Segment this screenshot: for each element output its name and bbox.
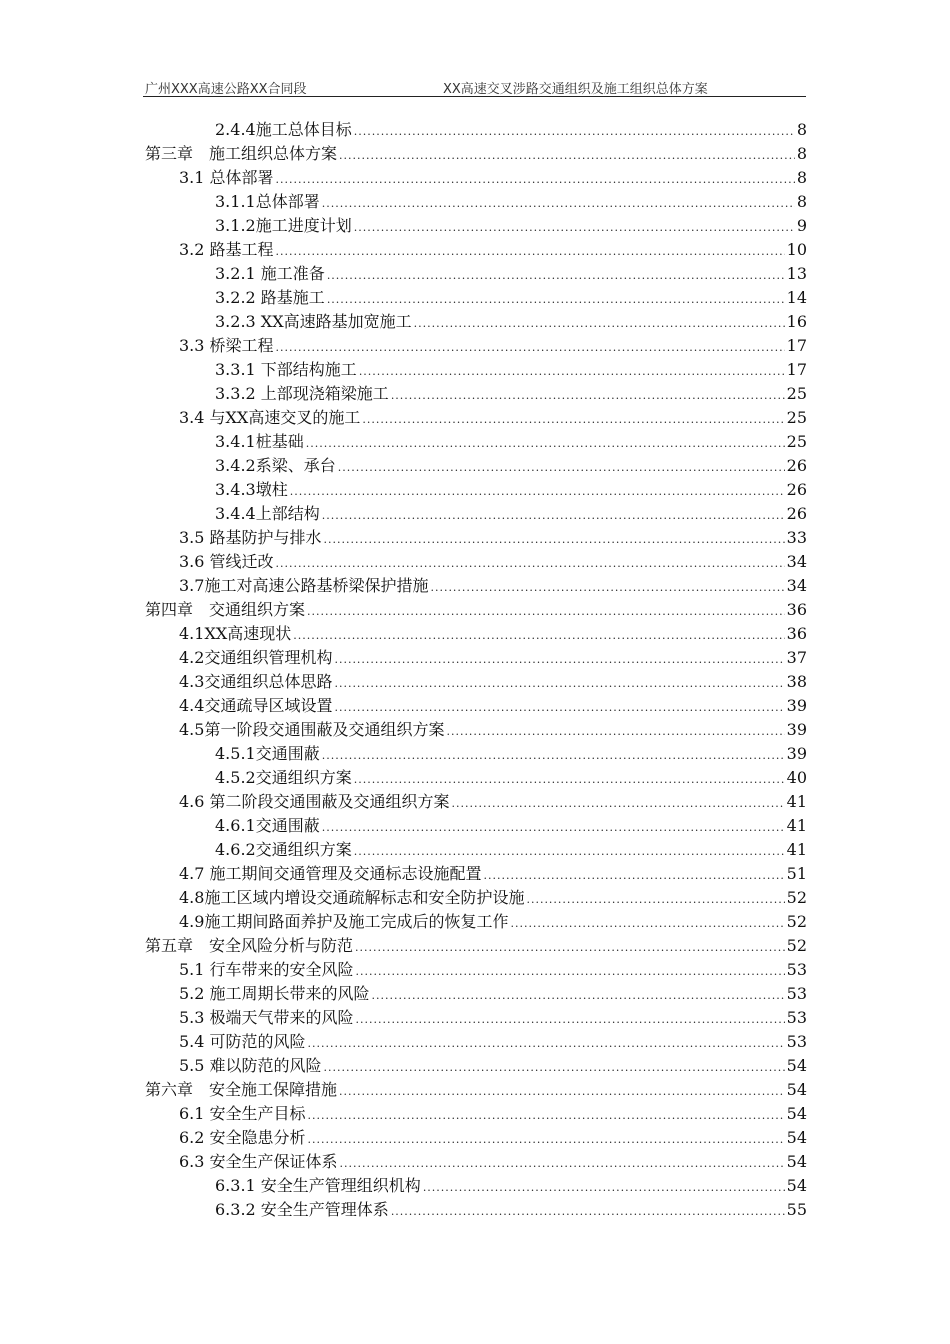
header-right-text: XX高速交叉涉路交通组织及施工组织总体方案 [443,82,708,97]
toc-entry-title: 3.3 桥梁工程 [179,336,274,355]
toc-leader-dots [322,504,785,528]
toc-page-number: 9 [796,216,807,235]
toc-entry-title: 3.2.1 施工准备 [215,264,325,283]
toc-entry[interactable] [143,790,807,814]
toc-page-number: 53 [786,984,807,1003]
toc-page-number: 41 [786,816,807,835]
toc-page-number: 13 [786,264,807,283]
toc-leader-dots [334,696,784,720]
toc-page-number: 54 [786,1104,807,1123]
header-left-text: 广州XXX高速公路XX合同段 [145,82,307,97]
toc-page-number: 10 [786,240,807,259]
toc-page-number: 52 [786,936,807,955]
toc-leader-dots [324,528,785,552]
toc-leader-dots [354,840,785,864]
toc-leader-dots [322,744,785,768]
toc-leader-dots [327,264,785,288]
toc-entry-title: 5.3 极端天气带来的风险 [179,1008,354,1027]
toc-entry[interactable] [143,1198,807,1222]
toc-entry[interactable] [143,622,807,646]
toc-entry[interactable] [143,934,807,958]
toc-entry[interactable] [143,382,807,406]
toc-leader-dots [391,1200,785,1224]
toc-page-number: 14 [786,288,807,307]
toc-entry-title: 3.4.1桩基础 [215,432,304,451]
toc-entry-title: 3.2.3 XX高速路基加宽施工 [215,312,412,331]
toc-leader-dots [308,1128,785,1152]
toc-entry[interactable] [143,1150,807,1174]
toc-leader-dots [334,648,784,672]
toc-leader-dots [362,408,784,432]
toc-leader-dots [276,336,785,360]
toc-entry-title: 6.3 安全生产保证体系 [179,1152,338,1171]
toc-entry-title: 6.1 安全生产目标 [179,1104,306,1123]
toc-entry[interactable] [143,886,807,910]
toc-leader-dots [340,1152,785,1176]
toc-entry[interactable] [143,982,807,1006]
toc-page-number: 54 [786,1056,807,1075]
toc-entry-title: 3.4.4上部结构 [215,504,320,523]
toc-leader-dots [423,1176,785,1200]
toc-page-number: 54 [786,1128,807,1147]
toc-entry[interactable] [143,262,807,286]
toc-leader-dots [452,792,785,816]
toc-entry-title: 3.1 总体部署 [179,168,274,187]
toc-entry-title: 3.3.1 下部结构施工 [215,360,357,379]
toc-entry[interactable] [143,694,807,718]
toc-page-number: 17 [786,336,807,355]
toc-entry-title: 4.2交通组织管理机构 [179,648,333,667]
toc-entry-title: 4.1XX高速现状 [179,624,292,643]
toc-entry-title: 2.4.4施工总体目标 [215,120,352,139]
toc-page-number: 26 [786,456,807,475]
toc-entry-title: 3.4.3墩柱 [215,480,288,499]
toc-leader-dots [334,672,784,696]
toc-leader-dots [414,312,785,336]
table-of-contents [143,118,807,1222]
toc-leader-dots [338,456,785,480]
toc-entry-title: 3.1.2施工进度计划 [215,216,352,235]
toc-entry-title: 4.6.2交通组织方案 [215,840,352,859]
toc-page-number: 53 [786,1008,807,1027]
toc-page-number: 34 [786,552,807,571]
toc-page-number: 39 [786,744,807,763]
toc-entry[interactable] [143,670,807,694]
toc-leader-dots [430,576,784,600]
toc-leader-dots [526,888,784,912]
toc-leader-dots [308,1032,785,1056]
toc-entry[interactable] [143,118,807,142]
toc-page-number: 26 [786,504,807,523]
toc-entry[interactable] [143,310,807,334]
toc-entry[interactable] [143,286,807,310]
toc-leader-dots [308,1104,785,1128]
toc-entry[interactable] [143,838,807,862]
toc-page-number: 25 [786,408,807,427]
toc-entry[interactable] [143,742,807,766]
toc-entry-title: 5.2 施工周期长带来的风险 [179,984,370,1003]
toc-page-number: 52 [786,888,807,907]
toc-entry-title: 4.3交通组织总体思路 [179,672,333,691]
toc-entry[interactable] [143,1054,807,1078]
toc-leader-dots [327,288,785,312]
toc-page-number: 54 [786,1152,807,1171]
toc-entry[interactable] [143,1078,807,1102]
toc-page-number: 54 [786,1080,807,1099]
toc-entry[interactable] [143,1174,807,1198]
toc-entry[interactable] [143,406,807,430]
toc-page-number: 40 [786,768,807,787]
toc-leader-dots [355,936,785,960]
toc-entry[interactable] [143,238,807,262]
page-header [143,76,806,97]
toc-entry-title: 3.5 路基防护与排水 [179,528,322,547]
toc-leader-dots [290,480,785,504]
toc-page-number: 39 [786,720,807,739]
toc-entry-title: 3.3.2 上部现浇箱梁施工 [215,384,389,403]
toc-page-number: 36 [786,624,807,643]
toc-entry[interactable] [143,142,807,166]
toc-entry-title: 第五章 安全风险分析与防范 [145,936,354,955]
toc-entry-title: 4.6 第二阶段交通围蔽及交通组织方案 [179,792,450,811]
toc-entry[interactable] [143,646,807,670]
toc-entry-title: 3.4 与XX高速交叉的施工 [179,408,361,427]
toc-leader-dots [510,912,784,936]
toc-entry-title: 6.3.2 安全生产管理体系 [215,1200,389,1219]
toc-entry[interactable] [143,166,807,190]
toc-page-number: 34 [786,576,807,595]
toc-entry[interactable] [143,862,807,886]
toc-page-number: 53 [786,960,807,979]
toc-page-number: 26 [786,480,807,499]
toc-page-number: 25 [786,432,807,451]
toc-entry[interactable] [143,454,807,478]
toc-entry[interactable] [143,502,807,526]
toc-entry-title: 第六章 安全施工保障措施 [145,1080,338,1099]
toc-entry-title: 4.5第一阶段交通围蔽及交通组织方案 [179,720,445,739]
toc-leader-dots [322,192,795,216]
toc-leader-dots [322,816,785,840]
toc-leader-dots [276,168,795,192]
toc-leader-dots [354,120,795,144]
toc-page-number: 52 [786,912,807,931]
toc-entry-title: 4.6.1交通围蔽 [215,816,320,835]
toc-page-number: 51 [786,864,807,883]
toc-leader-dots [356,1008,785,1032]
toc-entry-title: 6.3.1 安全生产管理组织机构 [215,1176,421,1195]
toc-entry-title: 第四章 交通组织方案 [145,600,306,619]
toc-entry[interactable] [143,214,807,238]
toc-page-number: 39 [786,696,807,715]
toc-entry-title: 4.9施工期间路面养护及施工完成后的恢复工作 [179,912,509,931]
toc-leader-dots [306,432,785,456]
toc-leader-dots [293,624,784,648]
toc-page-number: 55 [786,1200,807,1219]
toc-entry[interactable] [143,910,807,934]
toc-entry-title: 4.8施工区域内增设交通疏解标志和安全防护设施 [179,888,525,907]
toc-leader-dots [324,1056,785,1080]
toc-entry[interactable] [143,766,807,790]
toc-leader-dots [276,240,785,264]
toc-page-number: 37 [786,648,807,667]
toc-entry-title: 3.4.2系梁、承台 [215,456,336,475]
toc-page-number: 53 [786,1032,807,1051]
toc-entry-title: 3.2.2 路基施工 [215,288,325,307]
toc-entry[interactable] [143,190,807,214]
toc-entry[interactable] [143,1030,807,1054]
toc-entry-title: 3.7施工对高速公路基桥梁保护措施 [179,576,429,595]
toc-entry-title: 3.6 管线迁改 [179,552,274,571]
toc-entry-title: 4.4交通疏导区域设置 [179,696,333,715]
toc-entry[interactable] [143,1006,807,1030]
toc-leader-dots [354,216,795,240]
toc-entry[interactable] [143,1126,807,1150]
toc-leader-dots [359,360,785,384]
toc-leader-dots [484,864,785,888]
toc-entry[interactable] [143,718,807,742]
toc-entry-title: 第三章 施工组织总体方案 [145,144,338,163]
toc-entry[interactable] [143,550,807,574]
toc-entry[interactable] [143,358,807,382]
toc-entry[interactable] [143,598,807,622]
toc-page-number: 17 [786,360,807,379]
toc-page-number: 8 [796,192,807,211]
toc-leader-dots [391,384,785,408]
toc-leader-dots [354,768,785,792]
toc-entry[interactable] [143,334,807,358]
toc-entry[interactable] [143,478,807,502]
toc-leader-dots [339,144,795,168]
toc-entry-title: 5.1 行车带来的安全风险 [179,960,354,979]
toc-entry-title: 4.5.1交通围蔽 [215,744,320,763]
toc-page-number: 8 [796,168,807,187]
toc-leader-dots [372,984,785,1008]
toc-page-number: 54 [786,1176,807,1195]
toc-entry-title: 3.1.1总体部署 [215,192,320,211]
toc-entry-title: 3.2 路基工程 [179,240,274,259]
toc-page-number: 8 [796,120,807,139]
toc-leader-dots [446,720,784,744]
toc-entry[interactable] [143,574,807,598]
toc-page-number: 41 [786,840,807,859]
toc-page-number: 8 [796,144,807,163]
toc-entry[interactable] [143,1102,807,1126]
toc-entry[interactable] [143,430,807,454]
toc-leader-dots [307,600,785,624]
toc-entry-title: 4.5.2交通组织方案 [215,768,352,787]
toc-entry-title: 6.2 安全隐患分析 [179,1128,306,1147]
toc-entry-title: 5.4 可防范的风险 [179,1032,306,1051]
toc-leader-dots [356,960,785,984]
toc-entry[interactable] [143,958,807,982]
toc-page-number: 38 [786,672,807,691]
toc-page-number: 36 [786,600,807,619]
toc-entry-title: 5.5 难以防范的风险 [179,1056,322,1075]
toc-entry-title: 4.7 施工期间交通管理及交通标志设施配置 [179,864,482,883]
toc-page-number: 33 [786,528,807,547]
toc-leader-dots [339,1080,785,1104]
toc-page-number: 16 [786,312,807,331]
toc-entry[interactable] [143,814,807,838]
toc-entry[interactable] [143,526,807,550]
toc-page-number: 25 [786,384,807,403]
toc-page-number: 41 [786,792,807,811]
toc-leader-dots [276,552,785,576]
